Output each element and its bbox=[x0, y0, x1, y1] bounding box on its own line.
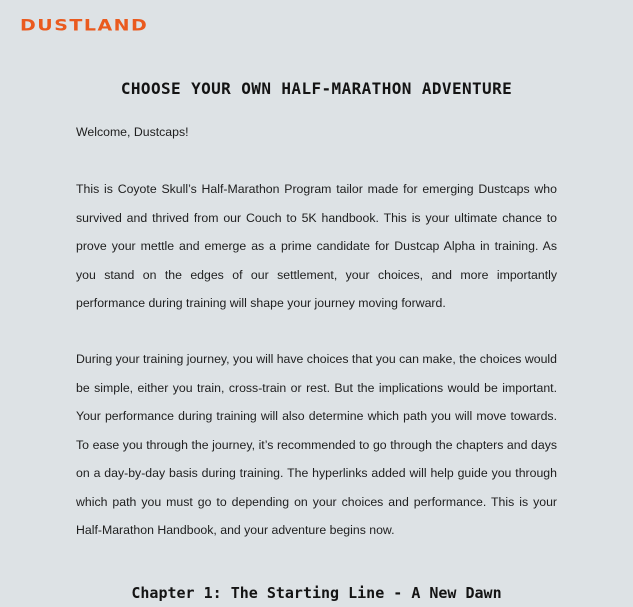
brand-logo: DUSTLAND bbox=[20, 16, 149, 35]
intro-paragraph: This is Coyote Skull’s Half-Marathon Program tailor made for emerging Dustcaps who survived and thrived from our Couch to 5K handbook. This is your ultimate chance to prove your mettle and emerge as a prime candidate for Dustcap Alpha in training. As you stand on the edges of our settlement, your choices, and more importantly performance during training will shape your journey moving forward. bbox=[76, 182, 557, 310]
page-title: CHOOSE YOUR OWN HALF-MARATHON ADVENTURE bbox=[120, 79, 513, 98]
greeting-text: Welcome, Dustcaps! bbox=[76, 125, 189, 139]
chapter-heading: Chapter 1: The Starting Line - A New Dawn bbox=[131, 584, 502, 602]
instructions-paragraph: During your training journey, you will have choices that you can make, the choices would be simple, either you train, cross-train or rest. But the implications would be important. Your performance during training will also determine which path you will move towards. To ease you through the journey, it’s recommended to go through the chapters and days on a day-by-day basis during training. The hyperlinks added will help guide you through which path you must go to depending on your choices and performance. This is your Half-Marathon Handbook, and your adventure begins now. bbox=[76, 352, 557, 537]
